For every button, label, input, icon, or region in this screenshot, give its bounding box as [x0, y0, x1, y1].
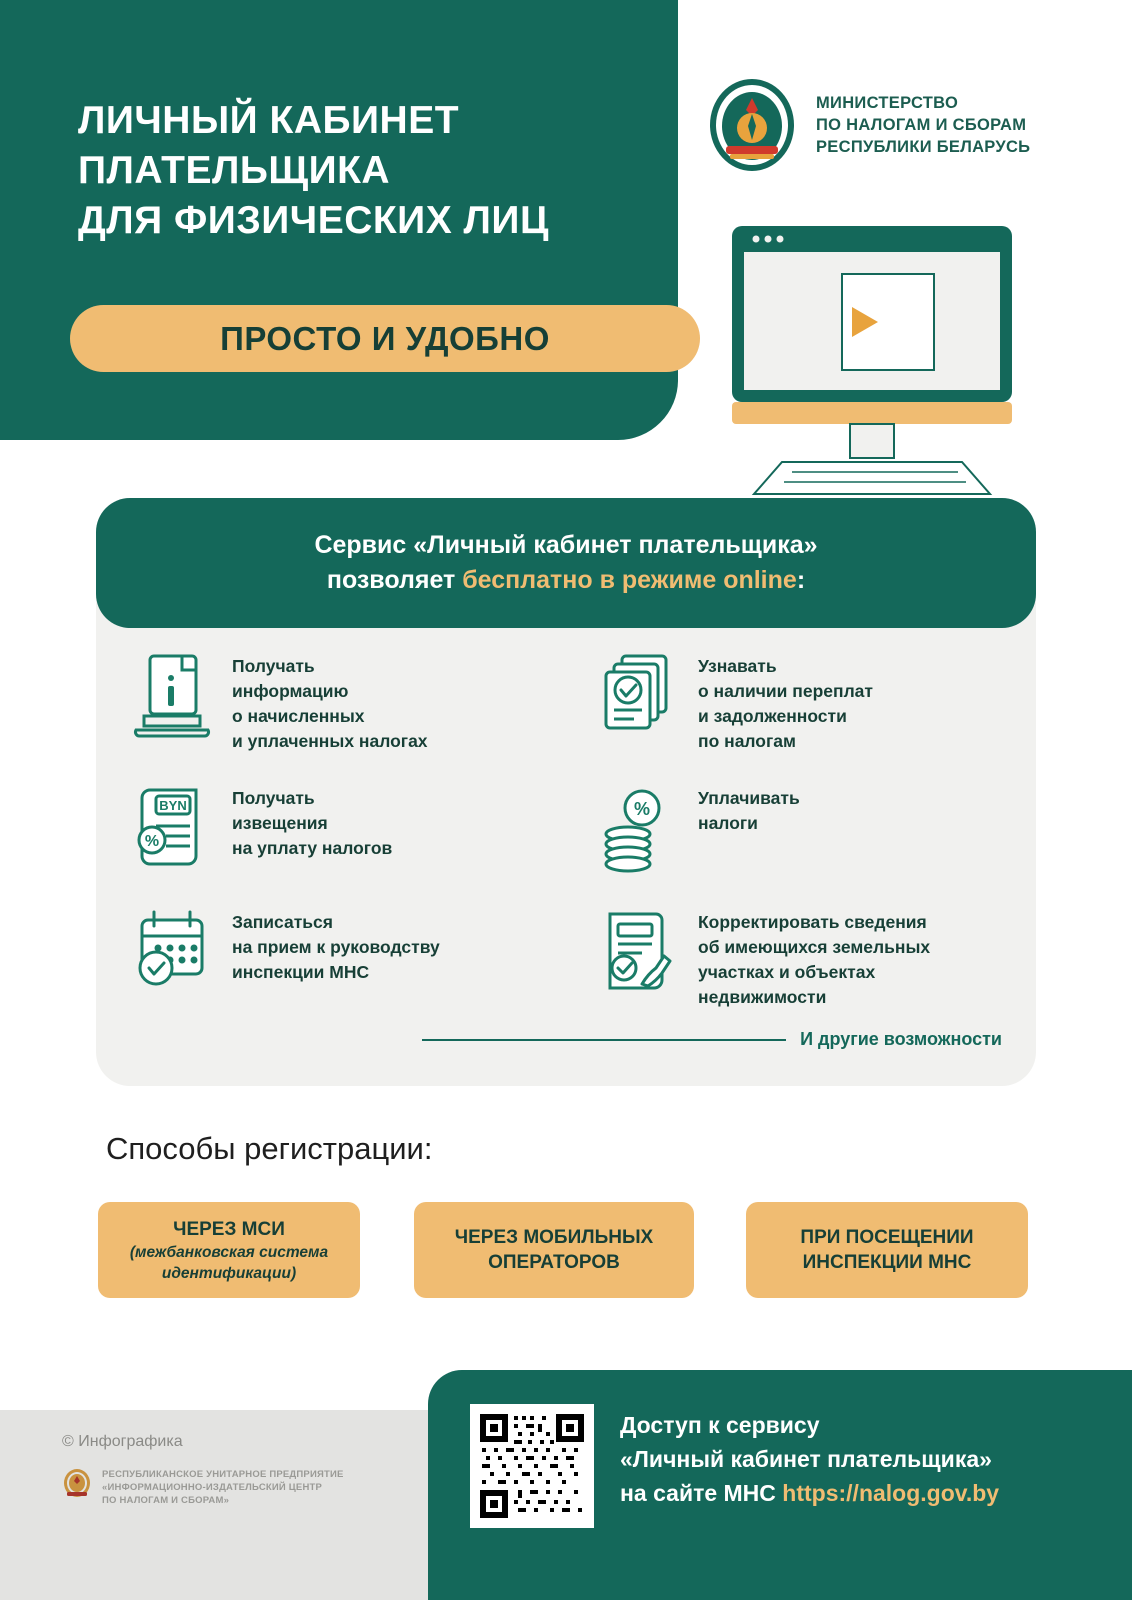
- publisher-name: [102, 1468, 382, 1507]
- svg-text:%: %: [633, 799, 651, 819]
- service-text-line: Получать: [232, 788, 315, 808]
- registration-method-msi[interactable]: [98, 1202, 360, 1298]
- service-text-line: о начисленных: [232, 706, 365, 726]
- svg-text:BYN: BYN: [159, 798, 187, 813]
- site-url-link[interactable]: https://nalog.gov.by: [782, 1480, 1000, 1506]
- subtitle-text: ПРОСТО И УДОБНО: [220, 319, 550, 357]
- registration-method-label: ОПЕРАТОРОВ: [488, 1252, 620, 1273]
- page-title-line-1: ЛИЧНЫЙ КАБИНЕТ: [78, 99, 460, 142]
- belarus-emblem-icon: [706, 76, 798, 174]
- registration-method-sub-line: (межбанковская система: [129, 1243, 329, 1261]
- services-column-right: [596, 650, 1026, 1010]
- services-header-line-1: Сервис «Личный кабинет плательщика»: [314, 531, 818, 559]
- ministry-line-2: ПО НАЛОГАМ И СБОРАМ: [816, 116, 1027, 134]
- document-edit-icon: [596, 906, 680, 1002]
- publisher-line-1: РЕСПУБЛИКАНСКОЕ УНИТАРНОЕ ПРЕДПРИЯТИЕ: [102, 1469, 344, 1480]
- service-item: [596, 650, 1026, 754]
- services-card: [96, 498, 1036, 1086]
- services-grid: [96, 628, 1036, 1086]
- service-text-line: инспекции МНС: [232, 962, 370, 982]
- publisher-emblem-icon: [62, 1468, 92, 1500]
- ministry-logo: [706, 70, 1066, 180]
- publisher-line-3: ПО НАЛОГАМ И СБОРАМ»: [102, 1495, 230, 1506]
- service-text-line: на прием к руководству: [232, 937, 440, 957]
- service-text-line: о наличии переплат: [698, 681, 873, 701]
- service-text-line: Записаться: [232, 912, 333, 932]
- svg-text:%: %: [144, 833, 160, 850]
- more-features-text: И другие возможности: [800, 1029, 1002, 1049]
- service-text-line: и уплаченных налогах: [232, 731, 428, 751]
- service-item-text: [232, 782, 392, 861]
- page-title-line-3: ДЛЯ ФИЗИЧЕСКИХ ЛИЦ: [78, 199, 549, 242]
- footer-access-prefix: на сайте МНС: [620, 1480, 783, 1506]
- service-item-text: [698, 906, 930, 1010]
- byn-receipt-icon: [130, 782, 214, 878]
- service-text-line: Узнавать: [698, 656, 777, 676]
- registration-method-label: ЧЕРЕЗ МСИ: [173, 1218, 285, 1240]
- subtitle-pill: [70, 305, 700, 372]
- service-item: [596, 906, 1026, 1010]
- page-title-line-2: ПЛАТЕЛЬЩИКА: [78, 149, 391, 192]
- laptop-info-icon: [130, 650, 214, 746]
- ministry-line-3: РЕСПУБЛИКИ БЕЛАРУСЬ: [816, 138, 1031, 156]
- service-text-line: информацию: [232, 681, 349, 701]
- documents-check-icon: [596, 650, 680, 746]
- footer-access-line-3: [620, 1476, 1100, 1510]
- services-header-pre: позволяет: [326, 566, 463, 594]
- service-text-line: извещения: [232, 813, 328, 833]
- publisher-line-2: «ИНФОРМАЦИОННО-ИЗДАТЕЛЬСКИЙ ЦЕНТР: [102, 1482, 323, 1493]
- footer-access-text: [620, 1408, 1100, 1510]
- service-text-line: на уплату налогов: [232, 838, 393, 858]
- services-column-left: [130, 650, 560, 1002]
- service-text-line: по налогам: [698, 731, 796, 751]
- page-title: [78, 96, 638, 246]
- ministry-line-1: МИНИСТЕРСТВО: [816, 94, 959, 112]
- registration-title: Способы регистрации:: [106, 1131, 433, 1166]
- monitor-illustration-icon: [722, 222, 1022, 512]
- services-header-accent: бесплатно в режиме online: [462, 566, 797, 594]
- service-text-line: и задолженности: [698, 706, 847, 726]
- footer-access-line-2: «Личный кабинет плательщика»: [620, 1446, 992, 1472]
- service-text-line: налоги: [698, 813, 758, 833]
- service-text-line: Корректировать сведения: [698, 912, 927, 932]
- qr-code-icon: [476, 1410, 588, 1522]
- calendar-clock-icon: [130, 906, 214, 1002]
- registration-method-label: ЧЕРЕЗ МОБИЛЬНЫХ: [454, 1227, 654, 1248]
- service-item-text: [698, 650, 873, 754]
- service-item: [130, 782, 560, 878]
- service-item: [130, 650, 560, 754]
- ministry-name: [816, 92, 1030, 158]
- service-text-line: об имеющихся земельных: [698, 937, 931, 957]
- registration-methods: [98, 1202, 1028, 1298]
- registration-method-mobile-operators[interactable]: [414, 1202, 694, 1298]
- services-header-post: :: [796, 566, 806, 594]
- service-item-text: [232, 650, 428, 754]
- service-item-text: [232, 906, 440, 985]
- qr-code[interactable]: [470, 1404, 594, 1528]
- registration-method-label: ПРИ ПОСЕЩЕНИИ: [800, 1227, 974, 1248]
- service-item-text: [698, 782, 800, 836]
- coins-percent-icon: [596, 782, 680, 878]
- registration-method-label: ИНСПЕКЦИИ МНС: [802, 1252, 972, 1273]
- service-item: [130, 906, 560, 1002]
- registration-method-visit-inspection[interactable]: [746, 1202, 1028, 1298]
- registration-method-sub-line: идентификации): [161, 1264, 297, 1282]
- services-header: [96, 498, 1036, 628]
- service-text-line: Уплачивать: [698, 788, 800, 808]
- service-text-line: Получать: [232, 656, 315, 676]
- divider: [422, 1039, 786, 1041]
- services-header-line-2: [327, 566, 805, 595]
- service-item: [596, 782, 1026, 878]
- more-features-line: [422, 1029, 1002, 1050]
- footer-access-line-1: Доступ к сервису: [620, 1412, 820, 1438]
- infographics-credit: © Инфографика: [62, 1433, 183, 1450]
- service-text-line: участках и объектах: [698, 962, 876, 982]
- service-text-line: недвижимости: [698, 987, 827, 1007]
